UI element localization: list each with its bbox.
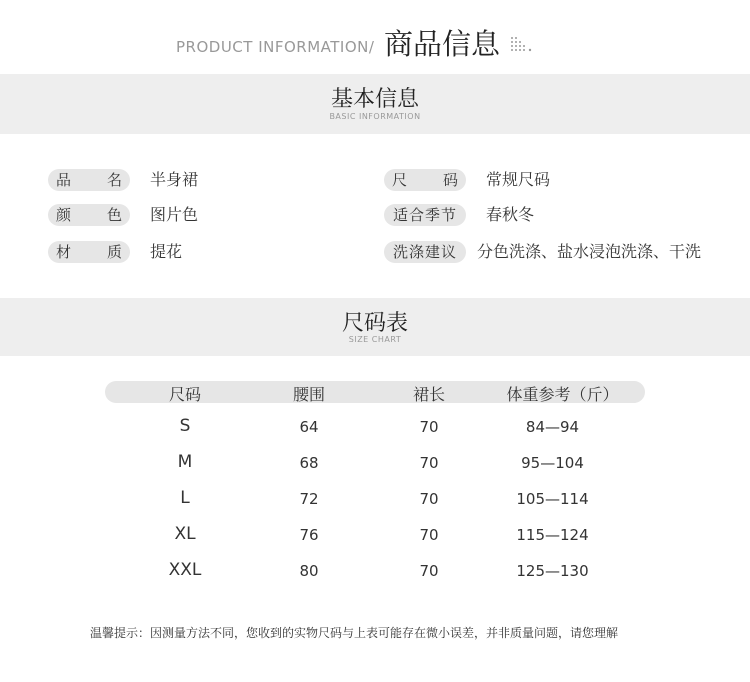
table-cell-weight: 125—130 [516,562,589,580]
table-cell-weight: 105—114 [516,490,589,508]
table-cell-length: 70 [419,562,439,580]
field-label-material [48,241,130,263]
field-label-text: 适合季节 [392,206,457,224]
table-cell-waist: 64 [299,418,319,436]
dots-decoration-icon [510,34,534,56]
basic-info-subtitle: BASIC INFORMATION [329,112,421,121]
header-english-title: PRODUCT INFORMATION/ [176,38,375,56]
field-label-text: 洗涤建议 [392,243,457,261]
basic-info-banner [0,74,750,134]
field-value-material: 提花 [150,242,183,261]
field-value-size: 常规尺码 [486,170,551,189]
field-label-char: 色 [106,206,122,224]
table-cell-size: M [177,452,193,472]
field-label-name [48,169,130,191]
header-chinese-title: 商品信息 [384,27,501,61]
table-cell-length: 70 [419,454,439,472]
size-table-header-cell: 尺码 [168,385,201,404]
measurement-note: 温馨提示：因测量方法不同，您收到的实物尺码与上表可能存在微小误差，并非质量问题，请您理解 [90,626,619,640]
field-label-washing [384,241,466,263]
table-cell-size: XL [174,524,196,544]
field-label-char: 品 [56,171,72,189]
size-chart-subtitle: SIZE CHART [348,335,402,344]
table-cell-waist: 72 [299,490,319,508]
field-label-size [384,169,466,191]
table-cell-length: 70 [419,490,439,508]
basic-info-title: 基本信息 [330,87,419,112]
table-cell-waist: 76 [299,526,319,544]
field-label-char: 名 [106,171,122,189]
field-label-char: 颜 [56,206,72,224]
table-cell-length: 70 [419,526,439,544]
table-cell-length: 70 [419,418,439,436]
field-label-color [48,204,130,226]
size-chart-title: 尺码表 [341,311,408,336]
field-value-name: 半身裙 [150,170,199,189]
field-label-char: 码 [442,171,458,189]
table-cell-waist: 68 [299,454,319,472]
field-value-washing: 分色洗涤、盐水浸泡洗涤、干洗 [477,242,702,261]
page-header [0,22,750,62]
size-table-header-cell: 腰围 [292,385,325,404]
field-label-season [384,204,466,226]
field-label-char: 质 [106,243,122,261]
table-cell-weight: 95—104 [521,454,584,472]
field-value-color: 图片色 [150,205,199,224]
field-label-char: 材 [56,243,72,261]
size-table-header-cell: 裙长 [412,385,445,404]
field-label-char: 尺 [392,171,408,189]
table-cell-waist: 80 [299,562,319,580]
table-cell-size: S [179,416,191,436]
table-cell-size: XXL [168,560,202,580]
field-value-season: 春秋冬 [486,205,535,224]
table-cell-size: L [180,488,190,508]
size-chart-banner [0,298,750,356]
size-table-header-cell: 体重参考（斤） [506,385,619,404]
table-cell-weight: 84—94 [525,418,580,436]
table-cell-weight: 115—124 [516,526,589,544]
